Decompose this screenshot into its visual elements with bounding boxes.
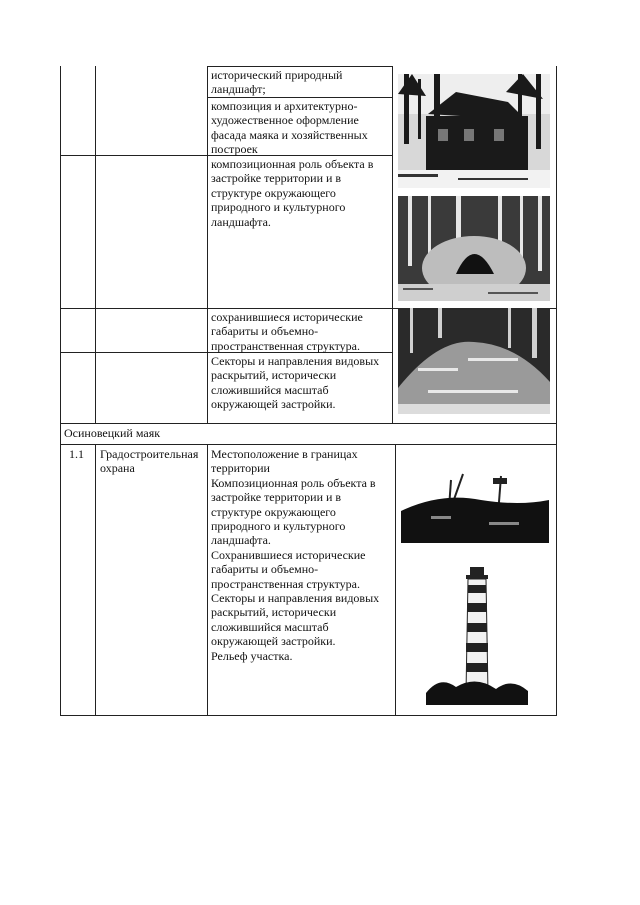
requirement-view-sectors: Секторы и направления видовых раскрытий, исторически сложившийся масштаб окружающей застройки. [211, 591, 380, 649]
requirement-location: Местоположение в границах территории [211, 447, 358, 476]
col-divider-1-top [95, 66, 96, 423]
photo-earth-mound-forest [398, 196, 550, 301]
hline-bottom [60, 715, 557, 716]
photo-earth-mound-grass [398, 308, 550, 414]
col-divider-3-top [392, 66, 393, 423]
cell-composition-role: композиционная роль объекта в застройке территории и в структуре окружающего природного и культурного ландшафта. [211, 157, 374, 229]
col-divider-2-top [207, 66, 208, 423]
table-left-border [60, 66, 61, 716]
cell-view-sectors: Секторы и направления видовых раскрытий, исторически сложившийся масштаб окружающей застройки. [211, 354, 380, 412]
cell-facade-composition: композиция и архитектурно-художественное оформление фасада маяка и хозяйственных построек [211, 99, 368, 157]
section-title: Осиновецкий маяк [64, 426, 161, 440]
row-protection-type: Градостроительная охрана [100, 447, 199, 476]
requirement-composition: Композиционная роль объекта в застройке территории и в структуре окружающего природного и культурного ландшафта. [211, 475, 376, 548]
col-divider-2-bottom [207, 444, 208, 716]
hline-top-text [207, 66, 393, 67]
row-number: 1.1 [69, 447, 84, 461]
photo-wooden-house [398, 74, 550, 188]
photo-structure-trees [401, 466, 549, 543]
row-requirements-list [211, 447, 389, 663]
requirement-dimensions: Сохранившиеся исторические габариты и объемно-пространственная структура. [211, 547, 366, 591]
cell-historic-landscape: исторический природный ландшафт; [211, 68, 343, 97]
col-divider-1-bottom [95, 444, 96, 716]
hline-e [60, 423, 557, 424]
table-right-border [556, 66, 557, 716]
photo-lighthouse-tower [426, 563, 528, 705]
cell-dimensions: сохранившиеся исторические габариты и объемно-пространственная структура. [211, 310, 363, 353]
hline-a [207, 97, 393, 98]
hline-f [60, 444, 557, 445]
requirement-relief: Рельеф участка. [211, 648, 293, 663]
col-divider-3-bottom [395, 444, 396, 716]
